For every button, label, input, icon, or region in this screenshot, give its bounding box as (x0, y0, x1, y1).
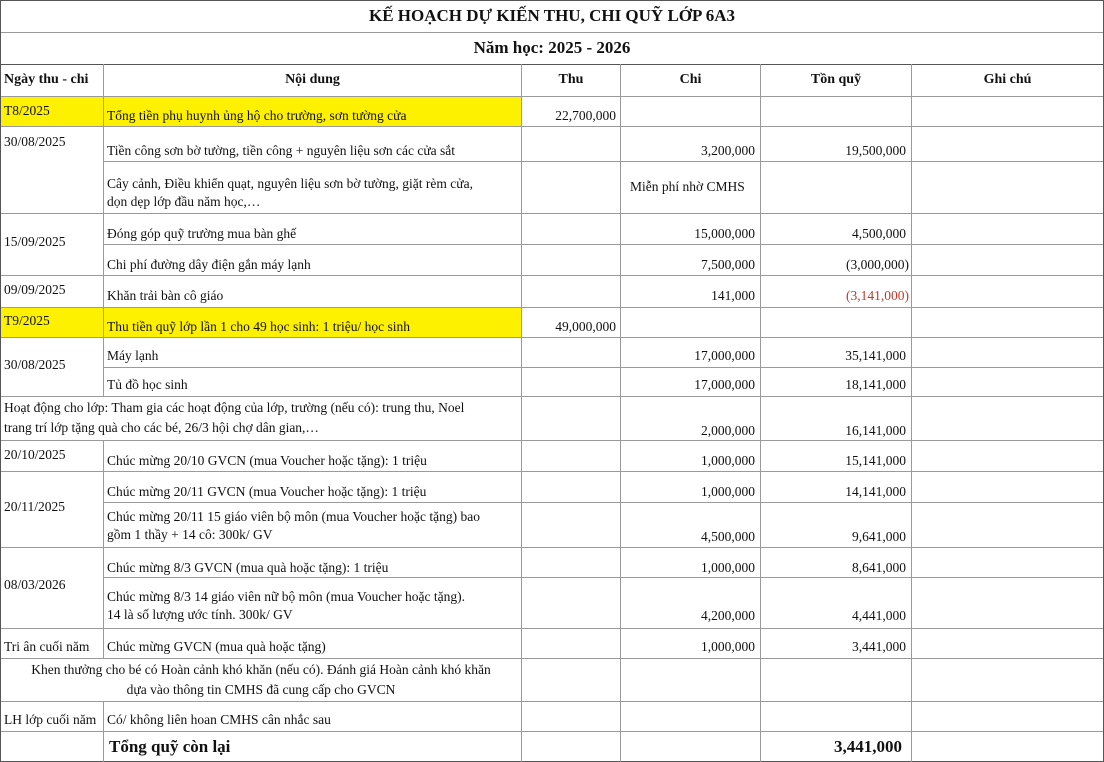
grid-line (0, 213, 1104, 214)
row-balance: (3,000,000) (846, 257, 909, 272)
row-content: Chi phí đường dây điện gắn máy lạnh (107, 257, 311, 272)
total-label: Tổng quỹ còn lại (109, 737, 231, 756)
grid-line (0, 440, 1104, 441)
grid-line (0, 0, 1, 762)
row-balance: 8,641,000 (852, 560, 906, 575)
header-date: Ngày thu - chi (4, 72, 89, 87)
total-value: 3,441,000 (834, 737, 902, 756)
row-content: Hoạt động cho lớp: Tham gia các hoạt động của lớp, trường (nếu có): trung thu, Noel (4, 400, 465, 415)
row-expense: 1,000,000 (701, 453, 755, 468)
row-balance-negative: (3,141,000) (846, 288, 909, 303)
row-date: 15/09/2025 (4, 234, 66, 249)
header-income: Thu (558, 72, 584, 87)
header-note: Ghi chú (983, 72, 1032, 87)
row-expense: 7,500,000 (701, 257, 755, 272)
grid-line (911, 64, 912, 762)
header-content: Nội dung (285, 72, 340, 87)
row-content: Cây cảnh, Điều khiển quạt, nguyên liệu sơn bờ tường, giặt rèm cửa, (107, 176, 473, 191)
row-content: Chúc mừng GVCN (mua quà hoặc tặng) (107, 639, 326, 654)
row-content: Khen thưởng cho bé có Hoàn cảnh khó khăn (nếu có). Đánh giá Hoàn cảnh khó khăn (31, 662, 491, 677)
row-content-line2: 14 là số lượng ước tính. 300k/ GV (107, 607, 293, 622)
header-expense: Chi (679, 72, 702, 87)
row-date: 30/08/2025 (4, 134, 66, 149)
row-expense: 141,000 (711, 288, 755, 303)
grid-line (0, 701, 1104, 702)
row-content: Thu tiền quỹ lớp lần 1 cho 49 học sinh: 1 triệu/ học sinh (107, 319, 410, 334)
row-balance: 19,500,000 (845, 143, 906, 158)
row-content: Tổng tiền phụ huynh ủng hộ cho trường, sơn tường cửa (107, 108, 407, 123)
row-content-line2: gồm 1 thầy + 14 cô: 300k/ GV (107, 527, 273, 542)
row-date: 20/10/2025 (4, 447, 66, 462)
row-content: Tiền công sơn bờ tường, tiền công + nguyên liệu sơn các cửa sắt (107, 143, 455, 158)
row-content: Chúc mừng 20/11 GVCN (mua Voucher hoặc tặng): 1 triệu (107, 484, 427, 499)
row-content-line2: dọn dẹp lớp đầu năm học,… (107, 194, 261, 209)
row-expense: 1,000,000 (701, 560, 755, 575)
grid-line (0, 96, 1104, 97)
row-balance: 15,141,000 (845, 453, 906, 468)
row-balance: 3,441,000 (852, 639, 906, 654)
school-year: Năm học: 2025 - 2026 (473, 38, 631, 57)
grid-line (103, 64, 104, 396)
row-date: LH lớp cuối năm (4, 712, 97, 727)
row-content-line2: trang trí lớp tặng quà cho các bé, 26/3 hội chợ dân gian,… (4, 420, 319, 435)
row-balance: 14,141,000 (845, 484, 906, 499)
row-content: Đóng góp quỹ trường mua bàn ghế (107, 226, 297, 241)
grid-line (521, 64, 522, 762)
row-date: T9/2025 (4, 313, 50, 328)
row-date: T8/2025 (4, 103, 50, 118)
row-expense: 17,000,000 (694, 348, 755, 363)
row-content: Tủ đồ học sinh (107, 377, 188, 392)
row-content-line2: dựa vào thông tin CMHS đã cung cấp cho GVCN (126, 682, 396, 697)
grid-line (0, 628, 1104, 629)
row-date: 20/11/2025 (4, 499, 66, 514)
row-content: Chúc mừng 8/3 14 giáo viên nữ bộ môn (mua Voucher hoặc tặng). (107, 589, 465, 604)
row-income: 22,700,000 (555, 108, 616, 123)
row-expense: 17,000,000 (694, 377, 755, 392)
row-balance: 35,141,000 (845, 348, 906, 363)
row-content: Chúc mừng 20/10 GVCN (mua Voucher hoặc tặng): 1 triệu (107, 453, 427, 468)
sheet-title: KẾ HOẠCH DỰ KIẾN THU, CHI QUỸ LỚP 6A3 (368, 6, 735, 25)
row-date: 09/09/2025 (4, 282, 66, 297)
row-content: Chúc mừng 20/11 15 giáo viên bộ môn (mua Voucher hoặc tặng) bao (107, 509, 480, 524)
row-content: Có/ không liên hoan CMHS cân nhắc sau (107, 712, 331, 727)
row-balance: 18,141,000 (845, 377, 906, 392)
row-date: 30/08/2025 (4, 357, 66, 372)
row-balance: 16,141,000 (845, 423, 906, 438)
row-content: Chúc mừng 8/3 GVCN (mua quà hoặc tặng): 1 triệu (107, 560, 389, 575)
row-balance: 4,441,000 (852, 608, 906, 623)
grid-line (0, 547, 1104, 548)
grid-line (103, 367, 1104, 368)
grid-line (103, 701, 104, 762)
grid-line (103, 440, 104, 658)
row-expense: 2,000,000 (701, 423, 755, 438)
row-date: 08/03/2026 (4, 577, 66, 592)
row-expense: 1,000,000 (701, 484, 755, 499)
header-balance: Tồn quỹ (810, 72, 862, 87)
row-expense: 4,500,000 (701, 529, 755, 544)
row-date: Tri ân cuối năm (4, 639, 90, 654)
grid-line (0, 307, 1104, 308)
row-balance: 4,500,000 (852, 226, 906, 241)
row-expense: 1,000,000 (701, 639, 755, 654)
row-content: Khăn trải bàn cô giáo (107, 288, 224, 303)
row-balance: 9,641,000 (852, 529, 906, 544)
grid-line (0, 731, 1104, 732)
row-expense: Miễn phí nhờ CMHS (630, 179, 745, 194)
row-expense: 3,200,000 (701, 143, 755, 158)
row-expense: 15,000,000 (694, 226, 755, 241)
row-expense: 4,200,000 (701, 608, 755, 623)
row-content: Máy lạnh (107, 348, 159, 363)
row-income: 49,000,000 (555, 319, 616, 334)
